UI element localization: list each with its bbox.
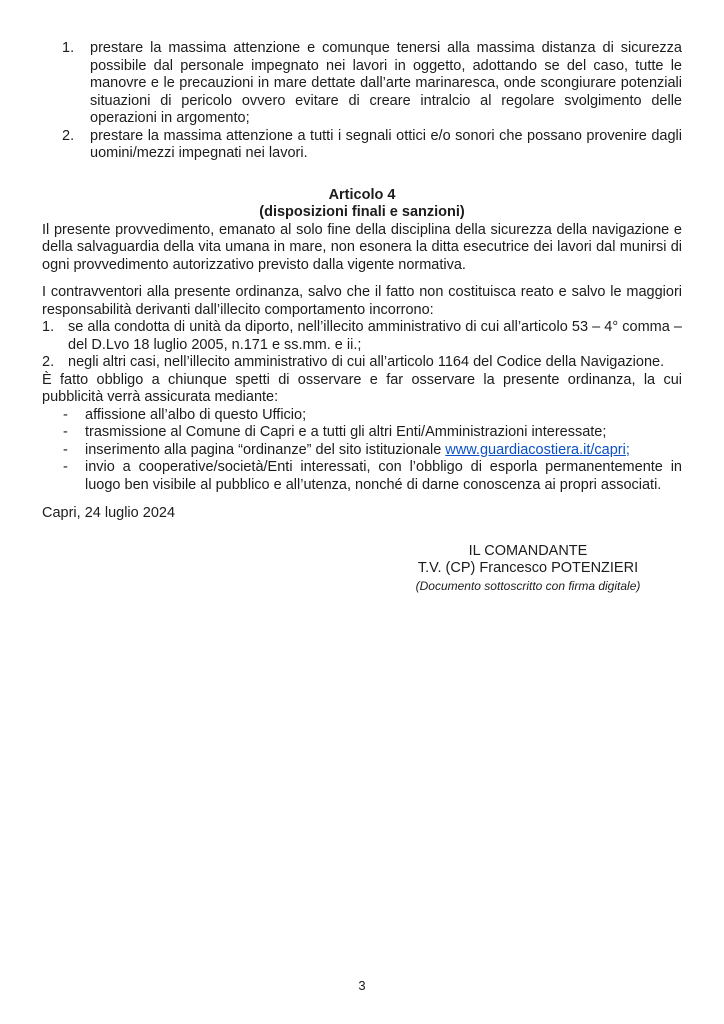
paragraph-contravventori: I contravventori alla presente ordinanza, salvo che il fatto non costituisca reato e salvo le maggiori responsabilità derivanti dall’illecito comportamento incorrono: bbox=[42, 284, 682, 318]
list-item-text: negli altri casi, nell’illecito amministrativo di cui all’articolo 1164 del Codice della Navigazione. bbox=[68, 354, 665, 370]
list-item bbox=[63, 424, 682, 442]
list-item-text: se alla condotta di unità da diporto, nell’illecito amministrativo di cui all’articolo 53 – 4° comma – del D.Lvo 18 luglio 2005, n.171 e ss.mm. e ii.; bbox=[68, 319, 682, 353]
list-item bbox=[62, 128, 682, 163]
sanctions-numbered-list bbox=[42, 319, 682, 372]
signature-role: IL COMANDANTE bbox=[468, 542, 588, 559]
page-number: 3 bbox=[358, 978, 366, 993]
list-item bbox=[63, 459, 682, 494]
dateline: Capri, 24 luglio 2024 bbox=[42, 505, 176, 521]
list-item-text: prestare la massima attenzione a tutti i segnali ottici e/o sonori che possano provenire dagli uomini/mezzi impegnati nei lavori. bbox=[90, 127, 682, 161]
list-dash: - bbox=[63, 459, 68, 475]
intro-numbered-list bbox=[62, 40, 682, 163]
signature-name: T.V. (CP) Francesco POTENZIERI bbox=[417, 560, 639, 576]
list-item bbox=[63, 442, 682, 460]
list-item-text: prestare la massima attenzione e comunque tenersi alla massima distanza di sicurezza possibile dal personale impegnato nei lavori in oggetto, adottando se del caso, tutte le manovre e le precauzioni in mare dettate dall’arte marinaresca, onde scongiurare potenziali situazioni di pericolo ovvero evitare di creare intralcio al regolare svolgimento delle operazioni in argomento; bbox=[90, 40, 682, 126]
list-number: 2. bbox=[42, 354, 55, 370]
list-dash: - bbox=[63, 406, 68, 423]
list-item bbox=[42, 354, 682, 372]
link-prefix-text: inserimento alla pagina “ordinanze” del sito istituzionale bbox=[85, 441, 446, 458]
paragraph-obbligo: È fatto obbligo a chiunque spetti di osservare e far osservare la presente ordinanza, la cui pubblicità verrà assicurata mediante: bbox=[42, 371, 682, 405]
link-suffix-text: ; bbox=[625, 441, 630, 458]
article-subtitle: (disposizioni finali e sanzioni) bbox=[259, 204, 465, 220]
list-dash: - bbox=[63, 424, 68, 440]
list-number: 1. bbox=[62, 40, 75, 56]
list-item-text bbox=[85, 442, 682, 460]
paragraph-provvedimento: Il presente provvedimento, emanato al solo fine della disciplina della sicurezza della navigazione e della salvaguardia della vita umana in mare, non esonera la ditta esecutrice dei lavori dal munirsi di ogni provvedimento autorizzativo previsto dalla vigente normativa. bbox=[42, 221, 682, 273]
list-item-text: trasmissione al Comune di Capri e a tutti gli altri Enti/Amministrazioni interessate; bbox=[85, 424, 607, 440]
list-item bbox=[42, 319, 682, 354]
list-item-text: invio a cooperative/società/Enti interessati, con l’obbligo di esporla permanentemente in luogo ben visibile al pubblico e all’utenza, nonché di darne conoscenza ai propri associati. bbox=[85, 459, 682, 493]
signature-digital-note: (Documento sottoscritto con firma digitale) bbox=[415, 578, 641, 593]
guardiacostiera-link[interactable]: www.guardiacostiera.it/capri bbox=[445, 441, 626, 458]
list-item bbox=[62, 40, 682, 128]
publicity-dash-list bbox=[63, 407, 682, 495]
list-number: 1. bbox=[42, 319, 55, 335]
list-item-text: affissione all’albo di questo Ufficio; bbox=[85, 406, 307, 423]
list-dash: - bbox=[63, 441, 68, 458]
article-title: Articolo 4 bbox=[328, 186, 396, 203]
list-item bbox=[63, 407, 682, 425]
signature-block bbox=[328, 543, 724, 594]
list-number: 2. bbox=[62, 127, 75, 144]
